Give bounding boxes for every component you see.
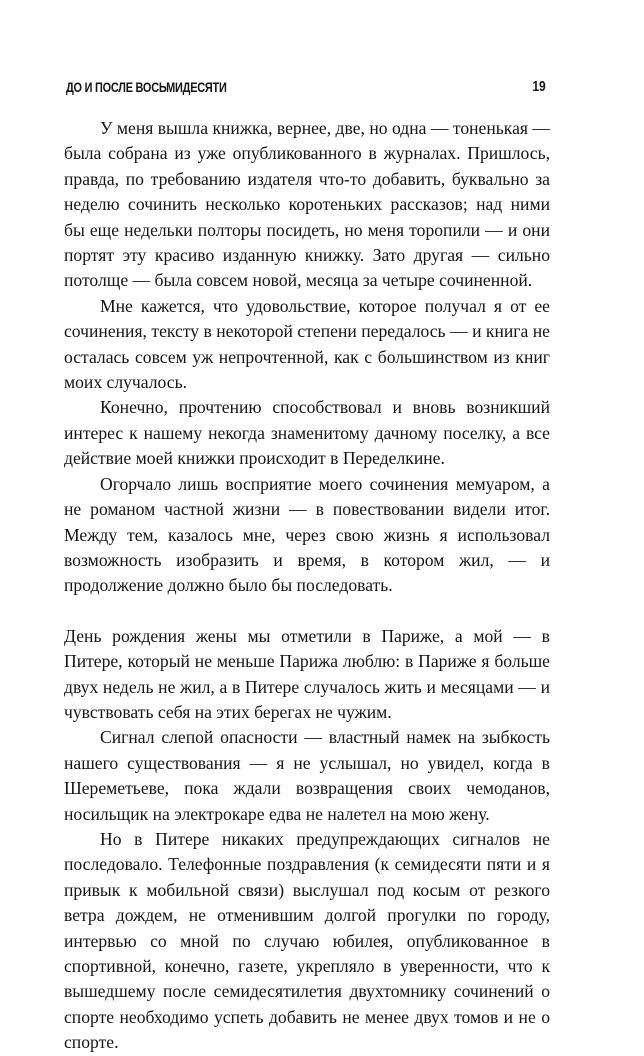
paragraph: У меня вышла книжка, вернее, две, но одна — тоненькая — была собрана из уже опубликованного в журналах. Пришлось, правда, по требованию издателя что-то добавить, буквально за неделю сочинить несколько коротеньких рассказов; над ними бы еще недельки полторы посидеть, но меня торопили — и они портят эту красиво изданную книжку. Зато другая — сильно потолще — была совсем новой, месяца за четыре сочиненной. bbox=[64, 118, 550, 291]
section-break bbox=[64, 599, 550, 624]
body-text bbox=[64, 116, 550, 1056]
page-number: 19 bbox=[532, 78, 546, 95]
paragraph: Но в Питере никаких предупреждающих сигналов не последовало. Телефонные поздравления (к семидесяти пяти и я привык к мобильной связи) выслушал под косым от резкого ветра дождем, не отменившим долгой прогулки по городу, интервью со мной по случаю юбилея, опубликованное в спортивной, конечно, газете, укрепляло в уверенности, что к вышедшему после семидесятилетия двухтомнику сочинений о спорте необходимо успеть добавить не менее двух томов и не о спорте. bbox=[64, 828, 550, 1053]
paragraph: Мне кажется, что удовольствие, которое получал я от ее сочинения, тексту в некоторой степени передалось — и книга не осталась совсем уж непрочтенной, как с большинством из книг моих случалось. bbox=[64, 295, 550, 393]
paragraph: Конечно, прочтению способствовал и вновь возникший интерес к нашему некогда знаменитому дачному поселку, а все действие моей книжки происходит в Переделкине. bbox=[64, 397, 550, 469]
paragraph: Сигнал слепой опасности — властный намек на зыбкость нашего существования — я не услышал, но увидел, когда в Шереметьеве, пока ждали возвращения своих чемоданов, носильщик на электрокаре едва не налетел на мою жену. bbox=[64, 727, 550, 824]
running-header bbox=[66, 76, 546, 98]
paragraph: День рождения жены мы отметили в Париже, а мой — в Питере, который не меньше Парижа люблю: в Париже я больше двух недель не жил, а в Питере случалось жить и месяцами — и чувствовать себя на этих берегах не чужим. bbox=[64, 625, 550, 722]
paragraph: Огорчало лишь восприятие моего сочинения мемуаром, а не романом частной жизни — в повествовании видели итог. Между тем, казалось мне, через свою жизнь я использовал возможность изобразить и время, в котором жил, — и продолжение должно было бы последовать. bbox=[64, 473, 550, 596]
running-title: ДО И ПОСЛЕ ВОСЬМИДЕСЯТИ bbox=[66, 79, 227, 95]
